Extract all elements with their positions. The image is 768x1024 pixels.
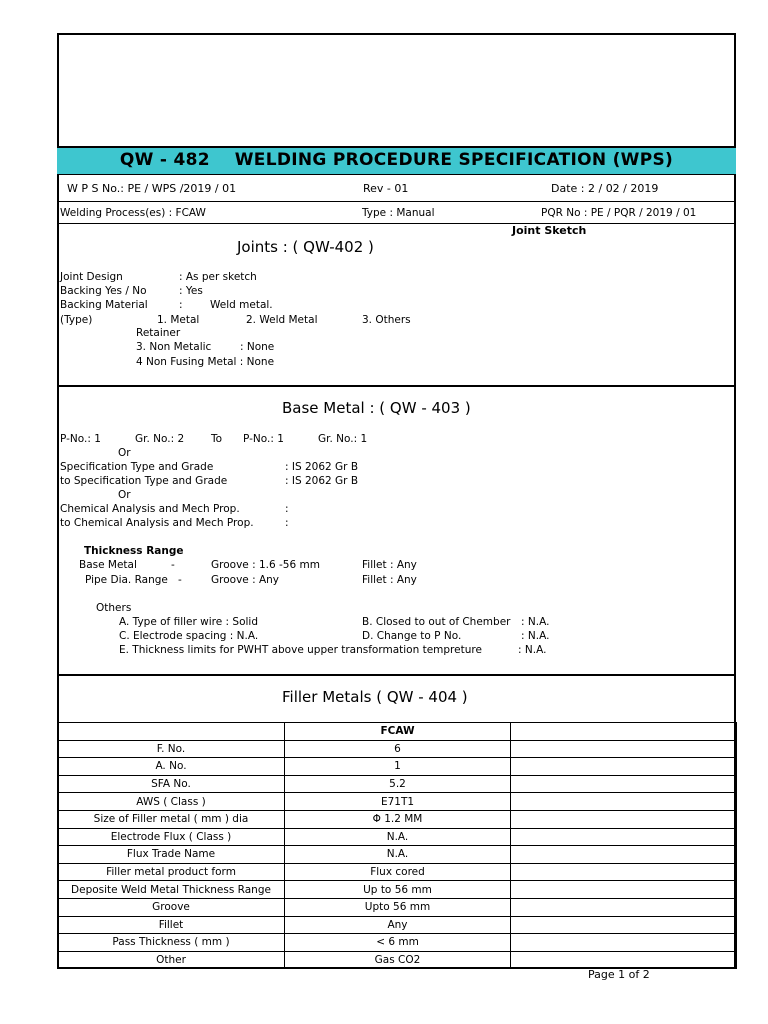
table-header-row: [58, 723, 737, 741]
filler-metals-heading: Filler Metals ( QW - 404 ): [282, 688, 468, 706]
fillet-range-1: Fillet : Any: [362, 559, 417, 571]
row-value: Gas CO2: [285, 951, 511, 969]
row-label: F. No.: [58, 740, 285, 758]
row-empty-cell: [511, 810, 737, 828]
non-fusing-metal: 4 Non Fusing Metal : None: [136, 356, 275, 368]
table-row: [58, 758, 737, 776]
title-code: QW - 482: [119, 150, 210, 170]
spec-type-to-value: : IS 2062 Gr B: [285, 475, 359, 487]
retainer-label: Retainer: [136, 327, 181, 339]
row-value: 1: [285, 758, 511, 776]
thickness-range-heading: Thickness Range: [84, 545, 184, 557]
backing-material-value: Weld metal.: [210, 299, 273, 311]
row-value: 5.2: [285, 775, 511, 793]
pipe-dia-label: Pipe Dia. Range: [85, 574, 168, 586]
row-value: < 6 mm: [285, 934, 511, 952]
row-label: Other: [58, 951, 285, 969]
backing-label: Backing Yes / No: [60, 285, 147, 297]
groove-range-2: Groove : Any: [211, 574, 280, 586]
row-value: Up to 56 mm: [285, 881, 511, 899]
table-row: [58, 951, 737, 969]
row-label: Deposite Weld Metal Thickness Range: [58, 881, 285, 899]
row-empty-cell: [511, 758, 737, 776]
row-label: Flux Trade Name: [58, 846, 285, 864]
divider: [57, 201, 736, 202]
base-metal-dash: -: [171, 559, 175, 571]
joint-design-label: Joint Design: [60, 271, 123, 283]
option-others: 3. Others: [362, 314, 411, 326]
option-metal: 1. Metal: [157, 314, 200, 326]
table-row: [58, 934, 737, 952]
row-label: A. No.: [58, 758, 285, 776]
others-item-e: E. Thickness limits for PWHT above upper transformation tempreture: [119, 644, 482, 656]
filler-metals-table: [57, 722, 737, 969]
table-row: [58, 775, 737, 793]
row-empty-cell: [511, 881, 737, 899]
welding-process: Welding Process(es) : FCAW: [60, 207, 206, 219]
chem-analysis-colon: :: [285, 503, 289, 515]
weld-type: Type : Manual: [362, 207, 435, 219]
others-item-a: A. Type of filler wire : Solid: [119, 616, 259, 628]
or-label: Or: [118, 489, 131, 501]
row-value: Φ 1.2 MM: [285, 810, 511, 828]
type-label: (Type): [60, 314, 93, 326]
joints-heading: Joints : ( QW-402 ): [237, 238, 374, 256]
row-label: Electrode Flux ( Class ): [58, 828, 285, 846]
row-empty-cell: [511, 775, 737, 793]
title-text: WELDING PROCEDURE SPECIFICATION (WPS): [234, 150, 674, 170]
others-item-d: D. Change to P No.: [362, 630, 462, 642]
row-empty-cell: [511, 951, 737, 969]
row-label: AWS ( Class ): [58, 793, 285, 811]
backing-value: : Yes: [179, 285, 203, 297]
table-row: [58, 740, 737, 758]
row-empty-cell: [511, 740, 737, 758]
row-label: Size of Filler metal ( mm ) dia: [58, 810, 285, 828]
table-row: [58, 828, 737, 846]
groove-range-1: Groove : 1.6 -56 mm: [211, 559, 320, 571]
p-no-1: P-No.: 1: [60, 433, 101, 445]
others-item-d-value: : N.A.: [521, 630, 550, 642]
table-header-cell: [58, 723, 285, 741]
row-empty-cell: [511, 793, 737, 811]
row-label: Fillet: [58, 916, 285, 934]
others-label: Others: [96, 602, 132, 614]
fillet-range-2: Fillet : Any: [362, 574, 417, 586]
p-no-2: P-No.: 1: [243, 433, 284, 445]
section-divider: [57, 385, 736, 387]
gr-no-1: Gr. No.: 2: [135, 433, 185, 445]
row-value: 6: [285, 740, 511, 758]
option-weld-metal: 2. Weld Metal: [246, 314, 318, 326]
chem-analysis-to-label: to Chemical Analysis and Mech Prop.: [60, 517, 254, 529]
non-metalic-label: 3. Non Metalic: [136, 341, 212, 353]
row-label: Filler metal product form: [58, 863, 285, 881]
table-row: [58, 863, 737, 881]
divider: [57, 223, 736, 224]
row-value: Flux cored: [285, 863, 511, 881]
table-row: [58, 898, 737, 916]
table-row: [58, 793, 737, 811]
row-label: SFA No.: [58, 775, 285, 793]
others-item-e-value: : N.A.: [518, 644, 547, 656]
pqr-number: PQR No : PE / PQR / 2019 / 01: [541, 207, 697, 219]
base-metal-heading: Base Metal : ( QW - 403 ): [282, 399, 471, 417]
table-header-cell: [511, 723, 737, 741]
row-empty-cell: [511, 916, 737, 934]
backing-material-label: Backing Material: [60, 299, 148, 311]
backing-material-colon: :: [179, 299, 183, 311]
row-label: Pass Thickness ( mm ): [58, 934, 285, 952]
wps-number: W P S No.: PE / WPS /2019 / 01: [67, 182, 237, 195]
table-row: [58, 810, 737, 828]
table-row: [58, 846, 737, 864]
base-metal-label: Base Metal: [79, 559, 137, 571]
row-empty-cell: [511, 934, 737, 952]
or-label: Or: [118, 447, 131, 459]
row-empty-cell: [511, 828, 737, 846]
others-item-c: C. Electrode spacing : N.A.: [119, 630, 259, 642]
joint-design-value: : As per sketch: [179, 271, 257, 283]
date: Date : 2 / 02 / 2019: [551, 182, 659, 195]
chem-analysis-label: Chemical Analysis and Mech Prop.: [60, 503, 240, 515]
row-value: N.A.: [285, 846, 511, 864]
pipe-dia-dash: -: [178, 574, 182, 586]
title-bar: [57, 146, 736, 175]
others-item-b: B. Closed to out of Chember: [362, 616, 511, 628]
spec-type-to-label: to Specification Type and Grade: [60, 475, 228, 487]
others-item-b-value: : N.A.: [521, 616, 550, 628]
row-empty-cell: [511, 863, 737, 881]
row-value: N.A.: [285, 828, 511, 846]
table-row: [58, 916, 737, 934]
to-label: To: [211, 433, 223, 445]
row-value: Any: [285, 916, 511, 934]
gr-no-2: Gr. No.: 1: [318, 433, 368, 445]
chem-analysis-to-colon: :: [285, 517, 289, 529]
table-row: [58, 881, 737, 899]
document-title: [57, 150, 736, 170]
row-value: E71T1: [285, 793, 511, 811]
page-number: Page 1 of 2: [588, 968, 650, 981]
non-metalic-value: : None: [240, 341, 275, 353]
spec-type-label: Specification Type and Grade: [60, 461, 214, 473]
row-empty-cell: [511, 898, 737, 916]
row-empty-cell: [511, 846, 737, 864]
table-header-cell: FCAW: [285, 723, 511, 741]
revision: Rev - 01: [363, 182, 409, 195]
joint-sketch-label: Joint Sketch: [512, 224, 587, 237]
spec-type-value: : IS 2062 Gr B: [285, 461, 359, 473]
row-value: Upto 56 mm: [285, 898, 511, 916]
section-divider: [57, 674, 736, 676]
row-label: Groove: [58, 898, 285, 916]
